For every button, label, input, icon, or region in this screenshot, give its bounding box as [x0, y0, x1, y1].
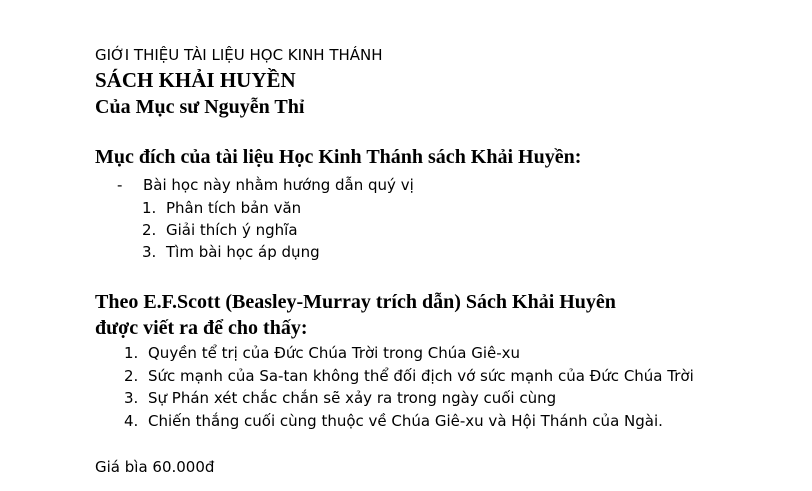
- list-item-text: Phân tích bản văn: [166, 199, 302, 217]
- list-item-number: 3.: [124, 389, 139, 407]
- list-item-number: 2.: [124, 367, 139, 385]
- section2-title-line2: được viết ra để cho thấy:: [95, 317, 308, 339]
- list-item-text: Chiến thắng cuối cùng thuộc về Chúa Giê-xu và Hội Thánh của Ngài.: [148, 412, 663, 430]
- list-item-number: 3.: [142, 243, 157, 261]
- list-item-number: 4.: [124, 412, 139, 430]
- list-item-text: Sự Phán xét chắc chắn sẽ xảy ra trong ngày cuối cùng: [148, 389, 557, 407]
- top-heading: GIỚI THIỆU TÀI LIỆU HỌC KINH THÁNH: [95, 46, 383, 64]
- list-item-number: 2.: [142, 221, 157, 239]
- list-item-text: Quyền tể trị của Đức Chúa Trời trong Chúa Giê-xu: [148, 344, 521, 362]
- price-label: Giá bìa 60.000đ: [95, 458, 215, 476]
- list-item-number: 1.: [142, 199, 157, 217]
- book-title: SÁCH KHẢI HUYỀN: [95, 68, 296, 92]
- section1-title: Mục đích của tài liệu Học Kinh Thánh sách Khải Huyền:: [95, 146, 582, 168]
- list-item-text: Giải thích ý nghĩa: [166, 221, 298, 239]
- bullet-text: Bài học này nhằm hướng dẫn quý vị: [143, 176, 414, 194]
- bullet-marker: -: [117, 176, 123, 194]
- author-line: Của Mục sư Nguyễn Thỉ: [95, 96, 305, 118]
- list-item-number: 1.: [124, 344, 139, 362]
- list-item-text: Tìm bài học áp dụng: [166, 243, 320, 261]
- list-item-text: Sức mạnh của Sa-tan không thể đối địch vớ sức mạnh của Đức Chúa Trời: [148, 367, 694, 385]
- section2-title-line1: Theo E.F.Scott (Beasley-Murray trích dẫn) Sách Khải Huyên: [95, 291, 616, 313]
